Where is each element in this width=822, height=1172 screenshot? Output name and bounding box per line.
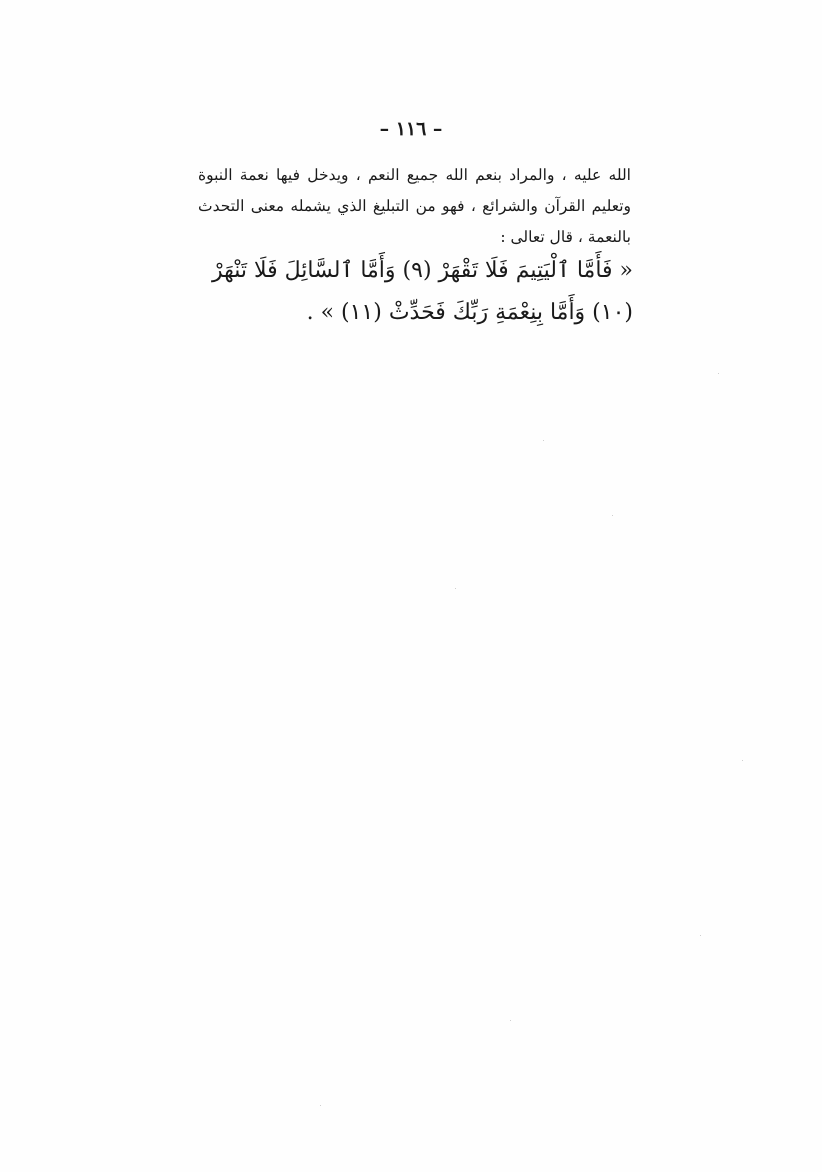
scan-speck [612,515,613,516]
scan-speck [718,373,719,374]
quran-quote-block [196,250,633,334]
scan-speck [543,440,544,441]
body-paragraph: الله عليه ، والمراد بنعم الله جميع النعم ، ويدخل فيها نعمة النبوة وتعليم القرآن والشرائع ، فهو من التبليغ الذي يشمله معنى التحدث بالنعمة ، قال تعالى : [198,166,631,246]
scan-speck [700,935,701,936]
quran-quote: « فَأَمَّا ٱلْيَتِيمَ فَلَا تَقْهَرْ (٩) وَأَمَّا ٱلسَّائِلَ فَلَا تَنْهَرْ (١٠) وَأَمَّا بِنِعْمَةِ رَبِّكَ فَحَدِّثْ (١١) » . [211,258,633,325]
scan-speck [742,760,743,761]
scan-speck [510,1020,511,1021]
body-paragraph-block [198,160,631,253]
scan-speck [455,588,456,589]
page-number: – ١١٦ – [379,118,443,140]
scan-speck [320,1105,321,1106]
